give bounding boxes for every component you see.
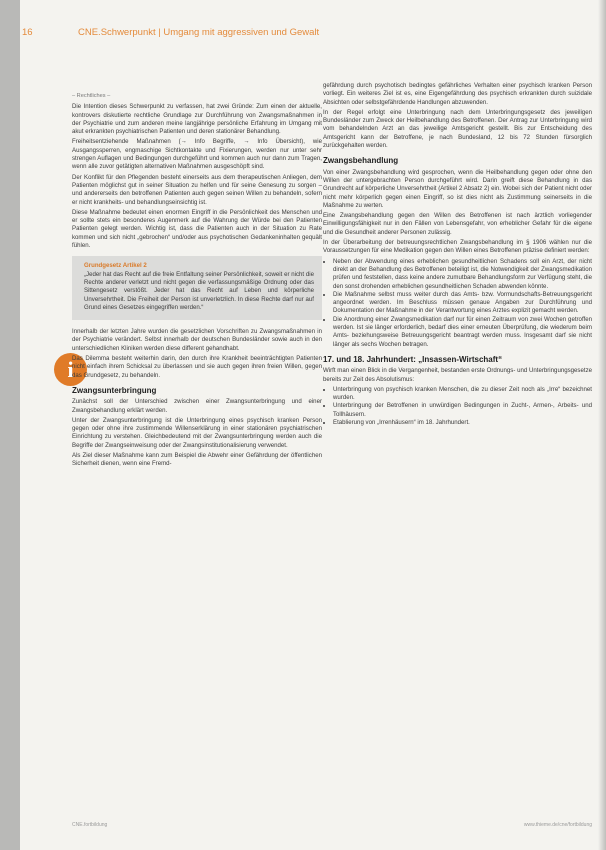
paragraph: Als Ziel dieser Maßnahme kann zum Beispiel die Abwehr einer Gefährdung der öffentlichen Sicherheit dienen, wenn eine Fremd- [72, 451, 322, 468]
paragraph: Der Konflikt für den Pflegenden besteht einerseits aus dem therapeutischen Anliegen, dem Patienten möglichst gut in seiner Situation zu helfen und für seine Genesung zu sorgen – und andererseits den betroffenen Patienten auch gegen seinen Willen zu behandeln, sofern er nicht krankheits- und behandlungseinsichtig ist. [72, 173, 322, 206]
paragraph: Freiheitsentziehende Maßnahmen (→ Info Begriffe, → Info Übersicht), wie Ausgangssperren, engmaschige Sichtkontakte und Fixierungen, werden nur unter sehr strengen Auflagen und Bedingungen durchgeführt und kommen auch nur dann zum Tragen, wenn alle zuvor getätigten alternativen Maßnahmen ausgeschöpft sind. [72, 138, 322, 171]
list-item: • Die Anordnung einer Zwangsmedikation darf nur für einen Zeitraum von zwei Wochen getroffen werden. Ist sie länger erforderlich, bedarf dies einer erneuten Überprüfung, die wiederum beim Amts- beziehungsweise Betreuungsgericht beantragt werden muss. Insgesamt darf sie nicht länger als sechs Wochen betragen. [333, 316, 592, 349]
paragraph: Zunächst soll der Unterschied zwischen einer Zwangsunterbringung und einer Zwangsbehandlung erklärt werden. [72, 398, 322, 414]
info-box [72, 256, 322, 320]
list-item: • Unterbringung der Betroffenen in unwürdigen Bedingungen in Zucht-, Armen-, Arbeits- und Tollhäusern. [333, 402, 592, 419]
left-column [72, 92, 322, 471]
list-item: • Etablierung von „Irrenhäusern“ im 18. Jahrhundert. [333, 419, 592, 427]
footer-right: www.thieme.de/cne/fortbildung [523, 822, 592, 828]
running-title: CNE.Schwerpunkt | Umgang mit aggressiven und Gewalt [78, 27, 320, 38]
paragraph: In der Regel erfolgt eine Unterbringung nach dem Unterbringungsgesetz des jeweiligen Bundesländer zum Zweck der Heilbehandlung des Betroffenen. Der Antrag zur Unterbringung wird vom behandelnden Arzt an das jeweilige Amtsgericht gestellt. Bis zur Entscheidung des Amtsgericht kann der Betroffene, je nach Bundesland, 12 bis 72 Stunden fürsorglich zurückgehalten werden. [323, 108, 592, 150]
paragraph: Wirft man einen Blick in die Vergangenheit, bestanden erste Ordnungs- und Unterbringungsgesetze bereits zur Zeit des Absolutismus: [323, 367, 592, 383]
section-heading: 17. und 18. Jahrhundert: „Insassen-Wirtschaft“ [323, 354, 503, 364]
paragraph: Diese Maßnahme bedeutet einen enormen Eingriff in die Persönlichkeit des Menschen und er sollte stets ein besonderes Augenmerk auf die Wahrung der Würde bei den Patienten Patienten gelegt werden. Wichtig ist, dass die Patienten auch in der Situation zu Rate kommen und sich nicht „gebrochen“ und/oder aus psychotischen Gedankeninhalten gequält fühlen. [72, 208, 322, 250]
bullet-list [323, 386, 592, 427]
section-heading: Zwangsbehandlung [323, 156, 399, 166]
section-label: – Rechtliches – [72, 93, 111, 99]
paragraph: Unter der Zwangsunterbringung ist die Unterbringung eines psychisch kranken Person gegen oder ohne ihre zustimmende Willenserklärung in einer stationären psychiatrischen Einrichtung zu verstehen. Gleichbedeutend mit der Zwangsunterbringung werden auch die Begriffe der Zwangseinweisung oder der Zwangsinstitutionalisierung verwendet. [72, 416, 322, 449]
paragraph: In der Überarbeitung der betreuungsrechtlichen Zwangsbehandlung im § 1906 wählen nur die Voraussetzungen für eine Medikation gegen den Willen eines Betroffenen präzise definiert werden: [323, 239, 592, 255]
paragraph: Innerhalb der letzten Jahre wurden die gesetzlichen Vorschriften zu Zwangsmaßnahmen in der Psychiatrie verändert. Selbst innerhalb der deutschen Bundesländer sowie auch in den unterschiedlichen Kliniken werden diese different gehandhabt. [72, 328, 322, 352]
footer-left: CNE.fortbildung [72, 822, 108, 828]
paragraph: Von einer Zwangsbehandlung wird gesprochen, wenn die Heilbehandlung gegen oder ohne den Willen der untergebrachten Person durchgeführt wird. Darin greift diese Behandlung in das Grundrecht auf körperliche Unversehrtheit (Artikel 2 Absatz 2) ein. Wobei sich der Patient nicht oder nicht mehr körperlich gegen einen Eingriff, so ist dies nicht als Zustimmung seinerseits in die Maßnahme zu werten. [323, 168, 592, 209]
list-item: • Unterbringung von psychisch kranken Menschen, die zu dieser Zeit noch als „Irre“ bezeichnet wurden. [333, 386, 592, 403]
document-page [20, 0, 606, 850]
paragraph: gefährdung durch psychotisch bedingtes gefährliches Verhalten einer psychisch kranken Person vorliegt. Ein weiteres Ziel ist es, eine Eigengefährdung des psychisch erkrankten durch suizidale Absichten oder selbstgefährdende Handlungen abzuwenden. [323, 82, 592, 106]
right-column [323, 82, 592, 429]
list-item: • Neben der Abwendung eines erheblichen gesundheitlichen Schadens soll ein Arzt, der nicht direkt an der Behandlung des Betroffenen beteiligt ist, die Notwendigkeit der Zwangsmedikation prüfen und feststellen, dass keine andere zumutbare Behandlungsform zur Verfügung steht, die den sonst drohenden erheblichen gesundheitlichen Schaden abwenden könnte. [333, 258, 592, 291]
info-icon: i [54, 353, 87, 386]
paragraph: Eine Zwangsbehandlung gegen den Willen des Betroffenen ist nach ärztlich vorliegender Einwilligungsfähigkeit nur in den Fällen von Lebensgefahr, von erheblicher Gefahr für die eigene und die Gesundheit anderer Personen zulässig. [323, 212, 592, 236]
bullet-list [323, 258, 592, 349]
section-heading: Zwangsunterbringung [72, 385, 157, 395]
paragraph: Die Intention dieses Schwerpunkt zu verfassen, hat zwei Gründe: Zum einen der aktuelle, kontrovers diskutierte rechtliche Grundlage zur Durchführung von Zwangsmaßnahmen in der Psychiatrie und zum anderen meine langjährige persönliche Erfahrung im Umgang mit akut erkrankten psychiatrischen Patienten und deren stationärer Behandlung. [72, 103, 322, 136]
page-number: 16 [22, 27, 33, 38]
paragraph: Das Dilemma besteht weiterhin darin, den durch ihre Krankheit beeinträchtigten Patienten nicht einfach ihrem Schicksal zu überlassen und sie auch gegen ihren freien Willen, gegen das Grundgesetz, zu behandeln. [72, 355, 322, 379]
info-box-text: „Jeder hat das Recht auf die freie Entfaltung seiner Persönlichkeit, soweit er nicht die Rechte anderer verletzt und nicht gegen die verfassungsmäßige Ordnung oder das Sittengesetz verstößt. Jeder hat das Recht auf Leben und körperliche Unversehrtheit. Die Freiheit der Person ist unverletzlich. In diese Rechte darf nur auf Grund eines Gesetzes eingegriffen werden.“ [84, 270, 314, 311]
info-box-title: Grundgesetz Artikel 2 [84, 262, 147, 270]
list-item: • Die Maßnahme selbst muss weiter durch das Amts- bzw. Vormundschafts-Betreuungsgericht angeordnet werden. Im Beschluss müssen genaue Angaben zur Durchführung und Dokumentation der Maßnahme in der Verantwortung eines Arztes explizit gemacht werden. [333, 291, 592, 316]
